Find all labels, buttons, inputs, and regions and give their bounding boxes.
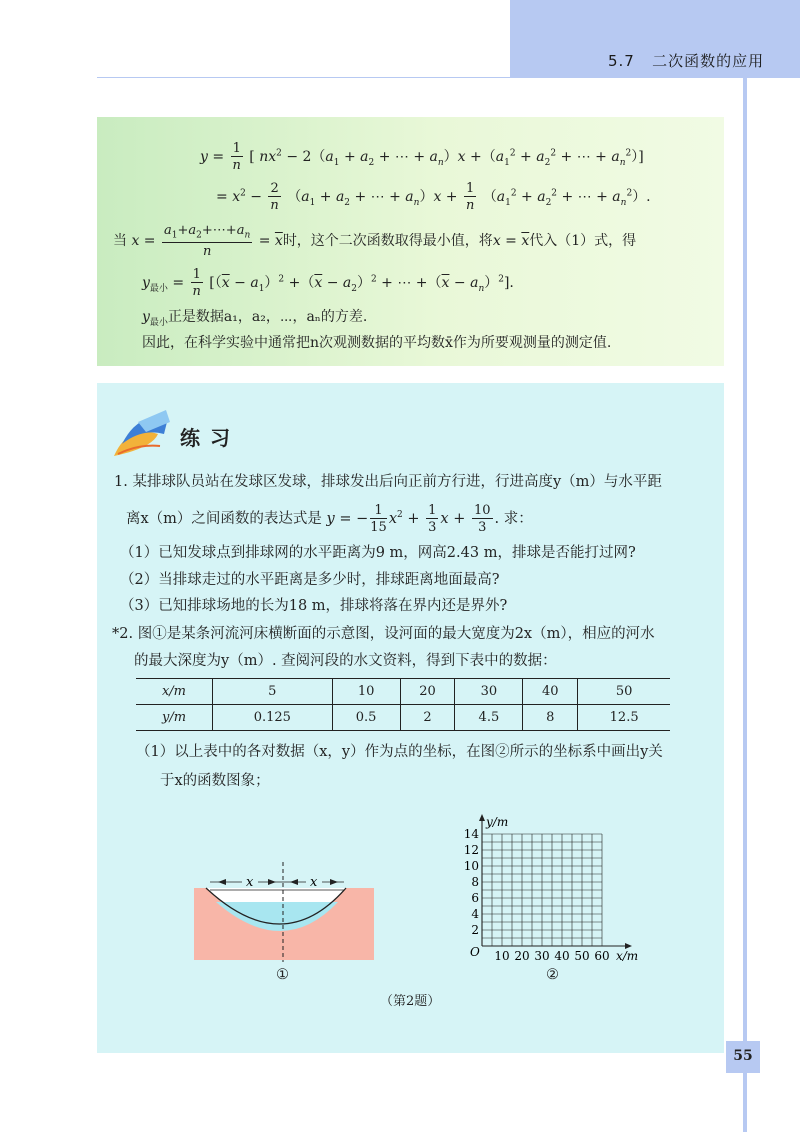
header-rule xyxy=(97,77,510,78)
table-cell: x/m xyxy=(136,679,213,705)
x-tick-label: 50 xyxy=(574,949,590,963)
q1-part2: （2）当排球走过的水平距离是多少时，排球距离地面最高? xyxy=(120,572,500,588)
hydrology-table xyxy=(136,678,670,731)
coordinate-grid-chart xyxy=(460,806,660,966)
y-tick-label: 12 xyxy=(463,843,479,857)
river-cross-section-figure xyxy=(186,858,386,968)
q2-part1-line2: 于x的函数图象； xyxy=(160,773,270,789)
y-tick-label: 8 xyxy=(471,875,479,889)
x-tick-label: 60 xyxy=(594,949,610,963)
page-number: 55 xyxy=(733,1048,753,1064)
table-cell: 0.5 xyxy=(332,705,400,731)
variance-statement: $y_{最小}$正是数据a₁，a₂，⋯，aₙ的方差. xyxy=(142,309,368,328)
q1-line2: 离x（m）之间函数的表达式是 y = − $\frac{1}{15}$ $x^2$ + $\frac{1}{3}$ x + $\frac{10}{3}$ . 求： xyxy=(126,503,533,535)
table-cell: 30 xyxy=(455,679,523,705)
y-tick-label: 10 xyxy=(463,859,479,873)
section-title: 二次函数的应用 xyxy=(652,52,765,70)
figure-2-label: ② xyxy=(546,967,559,983)
table-cell: 40 xyxy=(523,679,578,705)
table-cell: 12.5 xyxy=(578,705,670,731)
x-axis-label: x/m xyxy=(616,949,639,963)
table-row xyxy=(136,705,670,731)
table-cell: y/m xyxy=(136,705,213,731)
x-tick-label: 30 xyxy=(534,949,550,963)
conclusion-text: 因此，在科学实验中通常把n次观测数据的平均数x̄作为所要观测量的测定值. xyxy=(142,335,612,351)
minimum-value-formula: $y_{最小}$ = $\frac{1}{n}$ [$(\overline{x} - a_1)^2 +(\overline{x} - a_2)^2$ + ⋯ $+(\overline{x} - a_n)^2$]. xyxy=(142,267,514,299)
side-bar xyxy=(743,78,747,1132)
table-cell: 50 xyxy=(578,679,670,705)
practice-icon xyxy=(108,404,174,466)
table-cell: 10 xyxy=(332,679,400,705)
equation-1: y = $\frac{1}{n}$ [ $nx^2 - 2(a_1 + a_2$ + ⋯ + $a_n)x +(a_1^2 + a_2^2$ + ⋯ + $a_n^2$）] xyxy=(200,141,644,173)
width-label-left: x xyxy=(246,875,254,890)
figure-1-label: ① xyxy=(276,967,289,983)
y-tick-label: 6 xyxy=(471,891,479,905)
y-axis-label: y/m xyxy=(486,815,509,829)
x-tick-label: 20 xyxy=(514,949,530,963)
q2-part1-line1: （1）以上表中的各对数据（x，y）作为点的坐标，在图②所示的坐标系中画出y关 xyxy=(136,744,663,760)
section-header xyxy=(608,50,764,71)
q2-line1: *2. 图①是某条河流河床横断面的示意图，设河面的最大宽度为2x（m），相应的河水 xyxy=(112,626,655,642)
practice-title: 练习 xyxy=(180,426,240,450)
q1-part3: （3）已知排球场地的长为18 m，排球将落在界内还是界外? xyxy=(120,598,508,614)
table-cell: 0.125 xyxy=(213,705,333,731)
table-row xyxy=(136,679,670,705)
q1-part1: （1）已知发球点到排球网的水平距离为9 m，网高2.43 m，排球是否能打过网? xyxy=(120,545,636,561)
x-tick-label: 10 xyxy=(494,949,510,963)
table-cell: 4.5 xyxy=(455,705,523,731)
section-number: 5.7 xyxy=(608,52,635,70)
y-axis-arrow xyxy=(479,814,485,821)
figure-caption: （第2题） xyxy=(380,994,441,1009)
table-cell: 2 xyxy=(400,705,455,731)
equation-2: = $x^2$ − $\frac{2}{n}$ （$a_1 + a_2$ + ⋯ + $a_n)x$ + $\frac{1}{n}$ （$a_1^2 + a_2^2$ + ⋯ + $a_n^2$）. xyxy=(216,181,651,213)
q2-line2: 的最大深度为y（m）. 查阅河段的水文资料，得到下表中的数据： xyxy=(134,653,557,669)
x-tick-label: 40 xyxy=(554,949,570,963)
table-cell: 8 xyxy=(523,705,578,731)
y-tick-label: 4 xyxy=(471,907,479,921)
q1-line1: 1. 某排球队员站在发球区发球，排球发出后向正前方行进，行进高度y（m）与水平距 xyxy=(114,474,662,490)
table-cell: 20 xyxy=(400,679,455,705)
table-cell: 5 xyxy=(213,679,333,705)
minimum-condition: 当 x = $\frac{a_1+a_2+\cdots+a_n}{n}$ = $\overline{x}$时，这个二次函数取得最小值，将$x = \overline{x}$代入（1）式，得 xyxy=(113,223,637,259)
y-tick-label: 14 xyxy=(463,827,479,841)
y-tick-label: 2 xyxy=(471,923,479,937)
width-label-right: x xyxy=(310,875,318,890)
origin-label: O xyxy=(470,945,480,959)
